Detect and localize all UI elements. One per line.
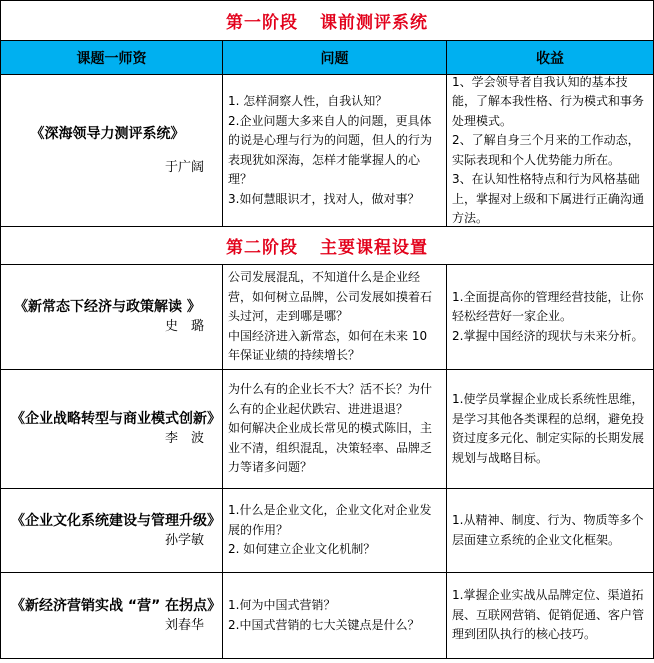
question-item: 1.什么是企业文化，企业文化对企业发展的作用？ [228,503,432,537]
benefit-item: 1.从精神、制度、行为、物质等多个层面建立系统的企业文化框架。 [452,513,644,547]
question-item: 如何解决企业成长常见的模式陈旧，主业不清，组织混乱，决策轻率、品牌乏力等诸多问题？ [228,421,433,475]
question-item: 为什么有的企业长不大？活不长？为什么有的企业起伏跌宕、进进退退？ [228,382,433,416]
stage-2-title: 主要课程设置 [320,238,428,258]
course-cell [1,370,223,488]
benefit-item: 2.掌握中国经济的现状与未来分析。 [452,328,644,343]
course-cell [1,75,223,226]
teacher-name: 刘春华 [164,617,204,633]
stage-1-title: 课前测评系统 [320,13,428,33]
questions-cell [223,370,447,488]
header-course-teacher: 课题一师资 [1,41,223,74]
question-item: 3.如何慧眼识才，找对人，做对事？ [228,191,420,206]
question-item: 2. 如何建立企业文化机制？ [228,542,376,557]
question-item: 公司发展混乱，不知道什么是企业经营，如何树立品牌，公司发展如摸着石头过河，走到哪是哪？ [228,270,433,324]
table-row [1,75,653,227]
benefit-item: 2、了解自身三个月来的工作动态，实际表现和个人优势能力所在。 [452,133,640,167]
table-row [1,573,653,659]
question-item: 1. 怎样洞察人性，自我认知？ [228,94,388,108]
benefit-item: 1.掌握企业实战从品牌定位、渠道拓展、互联网营销、促销促通、客户管理到团队执行的核心技巧。 [452,588,645,642]
table-row [1,489,653,573]
course-title: 《新经济营销实战 “营” 在拐点》 [11,597,222,614]
course-title: 《新常态下经济与政策解读 》 [14,299,201,315]
benefit-item: 1、学会领导者自我认知的基本技能，了解本我性格、行为模式和事务处理模式。 [452,74,645,128]
teacher-name: 孙学敏 [164,532,204,548]
table-row [1,370,653,489]
course-title: 《企业文化系统建设与管理升级》 [11,512,221,529]
benefit-item: 1.全面提高你的管理经营技能，让你轻松经营好一家企业。 [452,289,644,324]
course-title: 《企业战略转型与商业模式创新》 [11,411,221,427]
teacher-name: 史 璐 [164,319,204,334]
teacher-name: 李 波 [164,431,204,446]
questions-cell [223,265,447,369]
table-row [1,265,653,370]
table-header [1,41,653,75]
question-item: 2.中国式营销的七大关键点是什么？ [228,617,420,632]
stage-1-banner [1,1,653,41]
course-title: 《深海领导力测评系统》 [30,125,185,142]
stage-2-label: 第二阶段 [226,238,298,258]
benefit-item: 1.使学员掌握企业成长系统性思维，是学习其他各类课程的总纲，避免投资过度多元化、制定实际的长期发展规划与战略目标。 [452,392,645,465]
questions-cell [223,75,447,226]
benefits-cell [447,265,653,369]
question-item: 2.企业问题大多来自人的问题，更具体的说是心理与行为的问题，但人的行为表现犹如深海，怎样才能掌握人的心理？ [228,113,433,186]
benefits-cell [447,489,653,572]
questions-cell [223,489,447,572]
benefits-cell [447,370,653,488]
course-cell [1,489,223,572]
benefits-cell [447,75,653,226]
course-cell [1,265,223,369]
question-item: 1.何为中国式营销？ [228,598,336,612]
stage-2-banner [1,227,653,265]
question-item: 中国经济进入新常态，如何在未来 10 年保证业绩的持续增长？ [228,328,428,363]
header-questions: 问题 [223,41,447,74]
header-benefits: 收益 [536,50,564,67]
course-cell [1,573,223,658]
stage-1-label: 第一阶段 [226,13,298,33]
benefit-item: 3、在认知性格特点和行为风格基础上，掌握对上级和下属进行正确沟通方法。 [452,172,645,225]
questions-cell [223,573,447,658]
benefits-cell [447,573,653,658]
teacher-name: 于广阔 [164,159,204,175]
